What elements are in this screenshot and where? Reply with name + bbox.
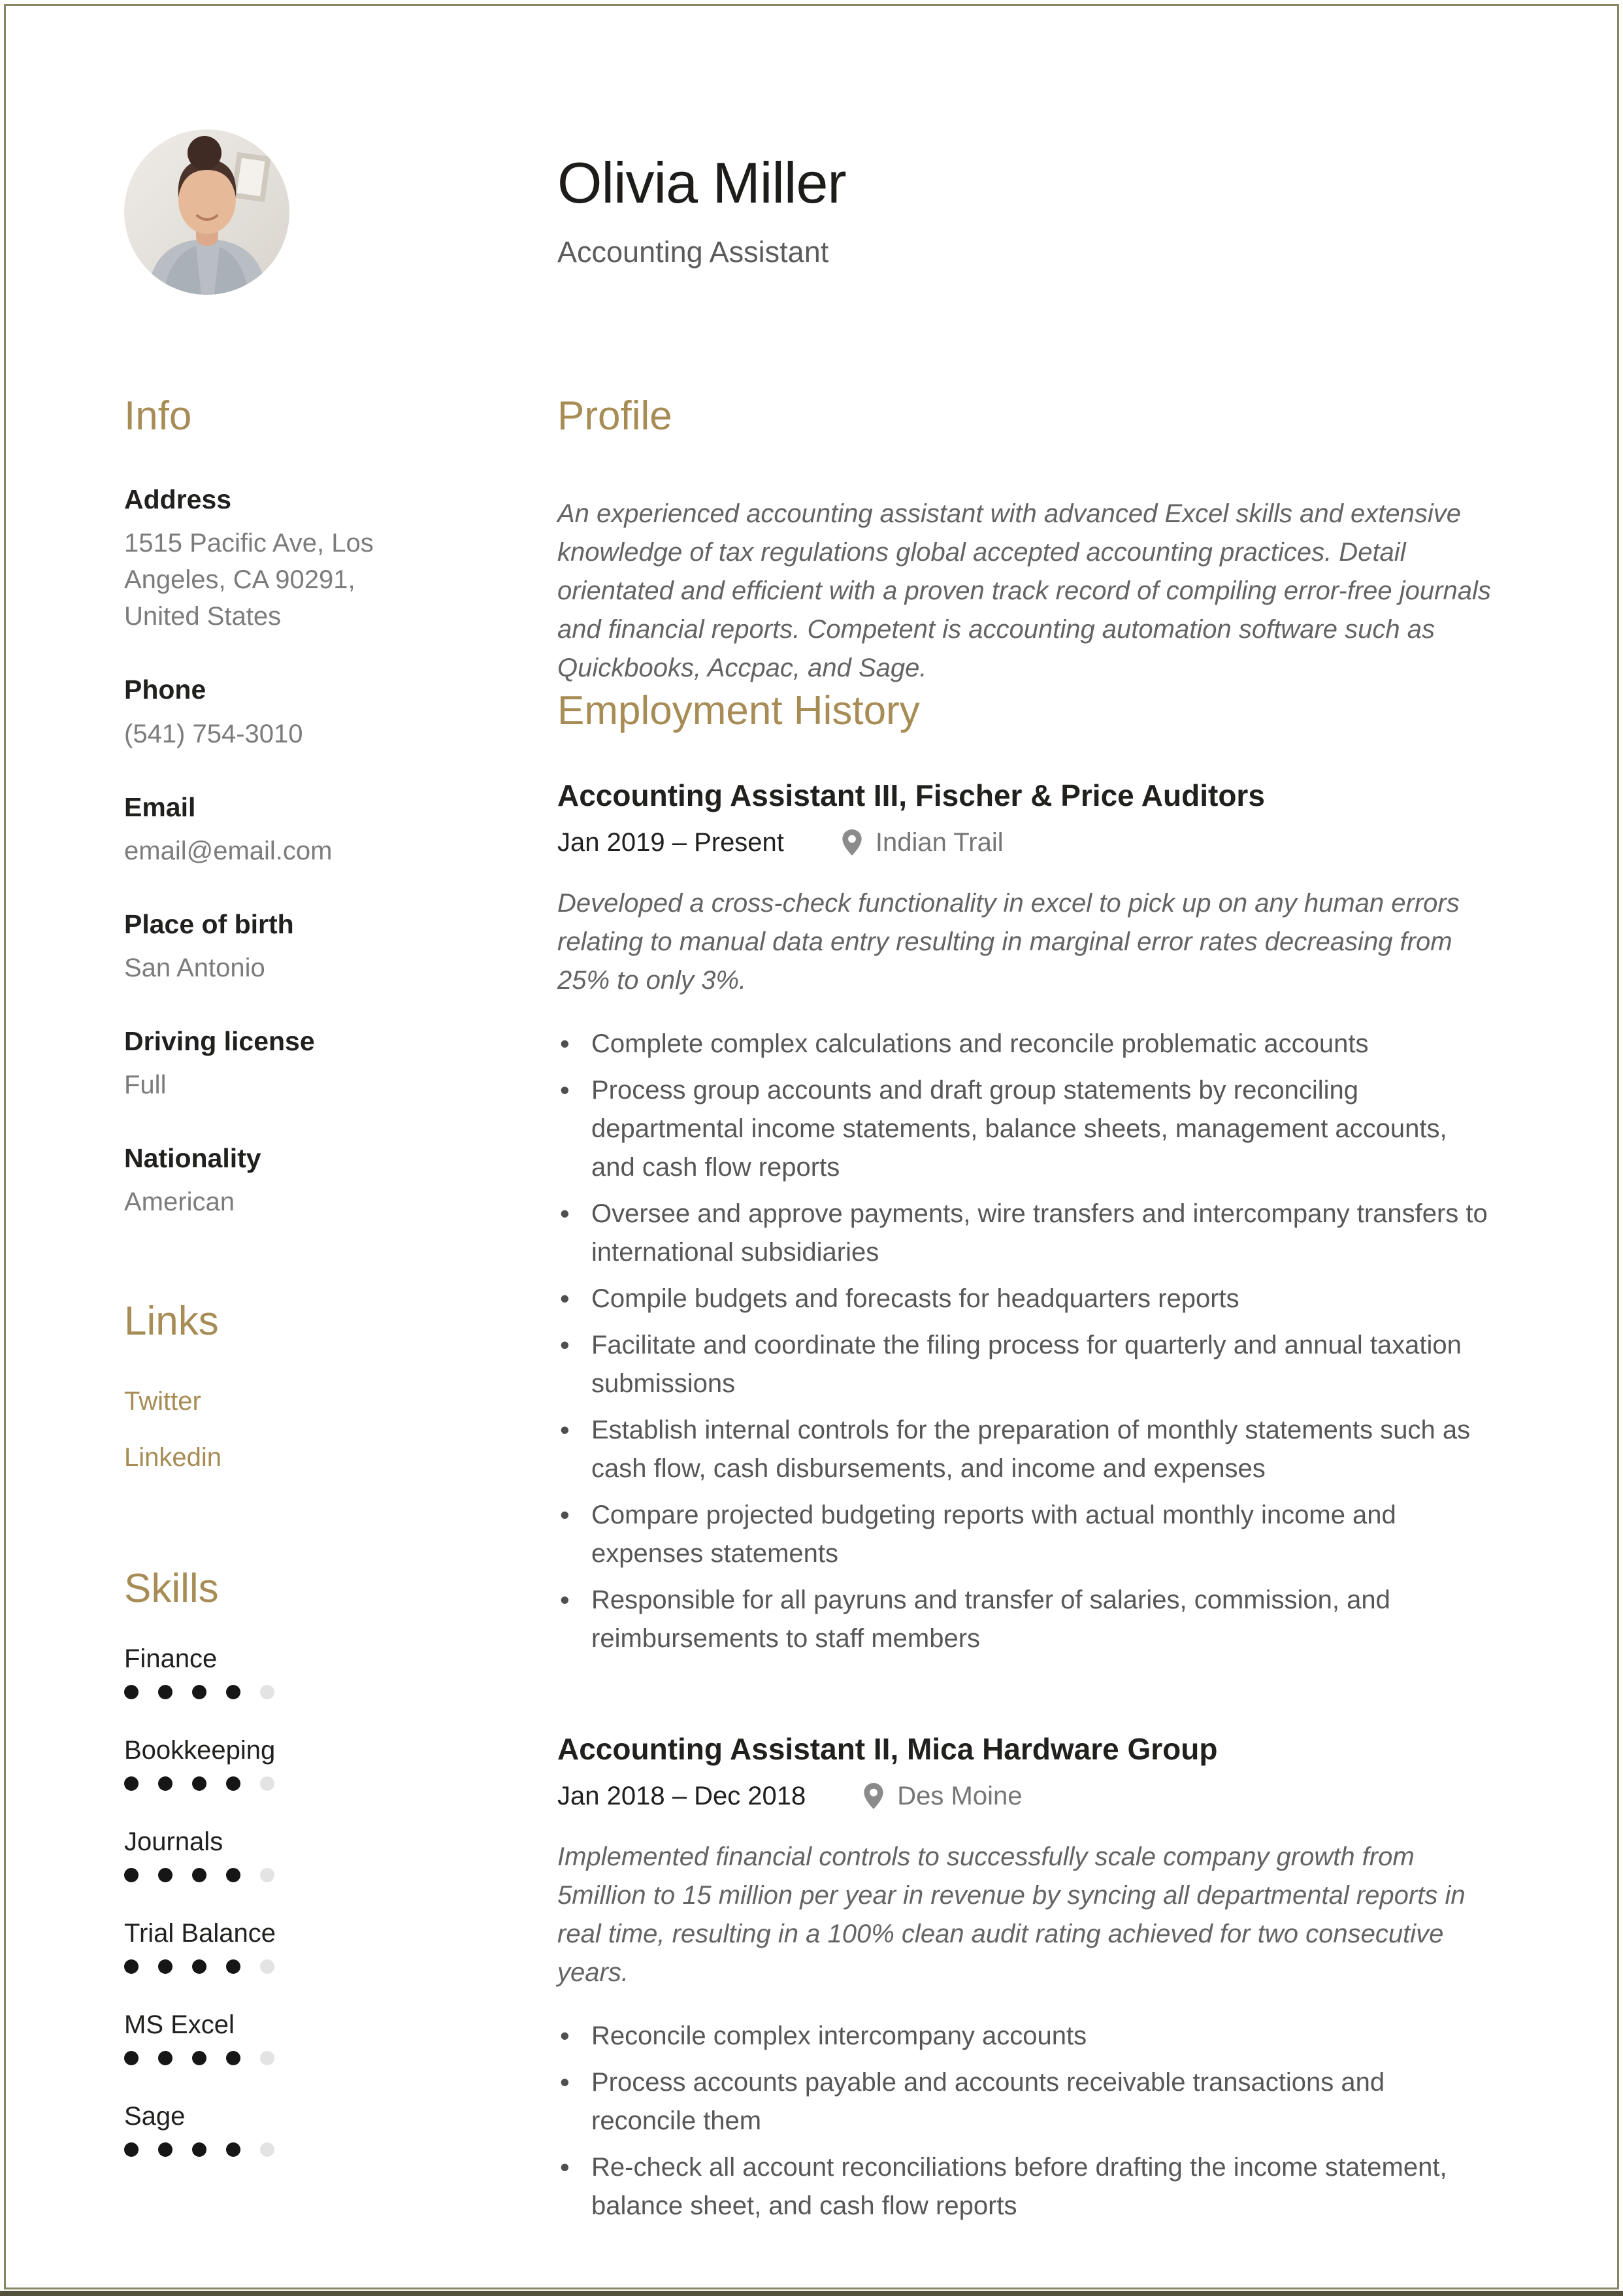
profile-summary: An experienced accounting assistant with advanced Excel skills and extensive knowledge of tax regulations global accepted accounting practices. Detail orientated and efficient with a proven track record of compiling error-free journals and financial reports. Competent is accounting automation software such as Quickbooks, Accpac, and Sage.	[557, 499, 1491, 683]
skill-rating-dots	[124, 2142, 434, 2157]
job-bullet: • Compare projected budgeting reports with actual monthly income and expenses statements	[557, 1496, 1496, 1573]
info-value: Full	[124, 1071, 167, 1100]
skill-rating-dots	[124, 1868, 434, 1882]
skill-name: Sage	[124, 2102, 186, 2131]
job-bullet-list	[557, 2017, 1496, 2225]
profile-section-heading: Profile	[557, 393, 672, 439]
job-bullet: • Process accounts payable and accounts receivable transactions and reconcile them	[557, 2063, 1496, 2140]
main-content	[557, 393, 1496, 2233]
info-label: Driving license	[124, 1026, 315, 1057]
info-label: Nationality	[124, 1143, 261, 1174]
skill-name: MS Excel	[124, 2010, 235, 2040]
info-label: Place of birth	[124, 908, 294, 939]
skill-bookkeeping	[124, 1735, 434, 1791]
job-location-group	[863, 1780, 1022, 1812]
info-field-email	[124, 791, 434, 869]
link-twitter[interactable]: Twitter	[124, 1386, 201, 1416]
info-value: American	[124, 1188, 235, 1217]
info-section-heading: Info	[124, 393, 192, 439]
skill-sage	[124, 2101, 434, 2157]
page-bottom-strip	[0, 2291, 1623, 2296]
skill-name: Finance	[124, 1644, 218, 1674]
link-linkedin[interactable]: Linkedin	[124, 1442, 222, 1472]
job-bullet-list	[557, 1025, 1496, 1658]
job-bullet: • Responsible for all payruns and transfer of salaries, commission, and reimbursements to staff members	[557, 1581, 1496, 1658]
skill-finance	[124, 1643, 434, 1699]
skill-rating-dots	[124, 1776, 434, 1791]
info-value: San Antonio	[124, 954, 265, 983]
skill-ms-excel	[124, 2009, 434, 2065]
info-field-driving-license	[124, 1025, 434, 1103]
header	[557, 129, 1496, 295]
skill-rating-dots	[124, 2051, 434, 2065]
skill-name: Trial Balance	[124, 1919, 276, 1948]
job-location-group	[842, 827, 1004, 858]
job-summary: Developed a cross-check functionality in excel to pick up on any human errors relating to manual data entry resulting in marginal error rates decreasing from 25% to only 3%.	[557, 888, 1460, 995]
info-label: Address	[124, 484, 232, 515]
profile-photo	[124, 129, 289, 295]
info-value: (541) 754-3010	[124, 719, 303, 748]
skill-trial-balance	[124, 1918, 434, 1974]
job-bullet: • Reconcile complex intercompany accounts	[557, 2017, 1496, 2055]
info-label: Phone	[124, 674, 206, 705]
info-field-place-of-birth	[124, 908, 434, 986]
job-bullet: • Establish internal controls for the preparation of monthly statements such as cash flow, cash disbursements, and income and expenses	[557, 1411, 1496, 1488]
job-dates: Jan 2019 – Present	[557, 827, 784, 857]
employment-section-heading: Employment History	[557, 688, 920, 734]
job-entry-1	[557, 778, 1496, 1658]
job-entry-2	[557, 1731, 1496, 2225]
job-title: Accounting Assistant II, Mica Hardware Group	[557, 1731, 1218, 1766]
job-bullet: • Oversee and approve payments, wire transfers and intercompany transfers to international subsidiaries	[557, 1195, 1496, 1272]
job-bullet: • Complete complex calculations and reconcile problematic accounts	[557, 1025, 1496, 1063]
location-pin-icon	[842, 829, 862, 856]
job-location: Indian Trail	[875, 827, 1004, 857]
skill-rating-dots	[124, 1959, 434, 1974]
location-pin-icon	[863, 1783, 884, 1809]
skills-section	[124, 1565, 434, 2157]
info-field-address	[124, 484, 434, 635]
job-meta	[557, 827, 1496, 858]
skill-name: Bookkeeping	[124, 1736, 276, 1765]
skill-name: Journals	[124, 1827, 223, 1857]
job-bullet: • Re-check all account reconciliations before drafting the income statement, balance sheet, and cash flow reports	[557, 2148, 1496, 2225]
job-summary: Implemented financial controls to successfully scale company growth from 5million to 15 million per year in revenue by syncing all departmental reports in real time, resulting in a 100% clean audit rating achieved for two consecutive years.	[557, 1842, 1466, 1987]
job-bullet: • Facilitate and coordinate the filing process for quarterly and annual taxation submissions	[557, 1326, 1496, 1403]
job-meta	[557, 1780, 1496, 1812]
skills-section-heading: Skills	[124, 1565, 219, 1611]
job-bullet: • Compile budgets and forecasts for headquarters reports	[557, 1280, 1496, 1318]
person-name: Olivia Miller	[557, 150, 846, 215]
job-dates: Jan 2018 – Dec 2018	[557, 1781, 806, 1810]
portrait-photo-placeholder	[124, 129, 289, 295]
job-title: Accounting Assistant III, Fischer & Price Auditors	[557, 778, 1265, 812]
info-value: 1515 Pacific Ave, Los Angeles, CA 90291, United States	[124, 529, 374, 631]
links-section	[124, 1298, 434, 1472]
skill-rating-dots	[124, 1685, 434, 1699]
job-location: Des Moine	[897, 1781, 1023, 1810]
sidebar	[124, 393, 434, 2233]
job-bullet: • Process group accounts and draft group statements by reconciling departmental income statements, balance sheets, management accounts, and cash flow reports	[557, 1071, 1496, 1187]
person-job-title: Accounting Assistant	[557, 235, 829, 269]
info-field-nationality	[124, 1142, 434, 1220]
info-label: Email	[124, 791, 196, 822]
links-section-heading: Links	[124, 1299, 219, 1344]
info-value: email@email.com	[124, 836, 333, 865]
info-field-phone	[124, 674, 434, 752]
skill-journals	[124, 1826, 434, 1882]
